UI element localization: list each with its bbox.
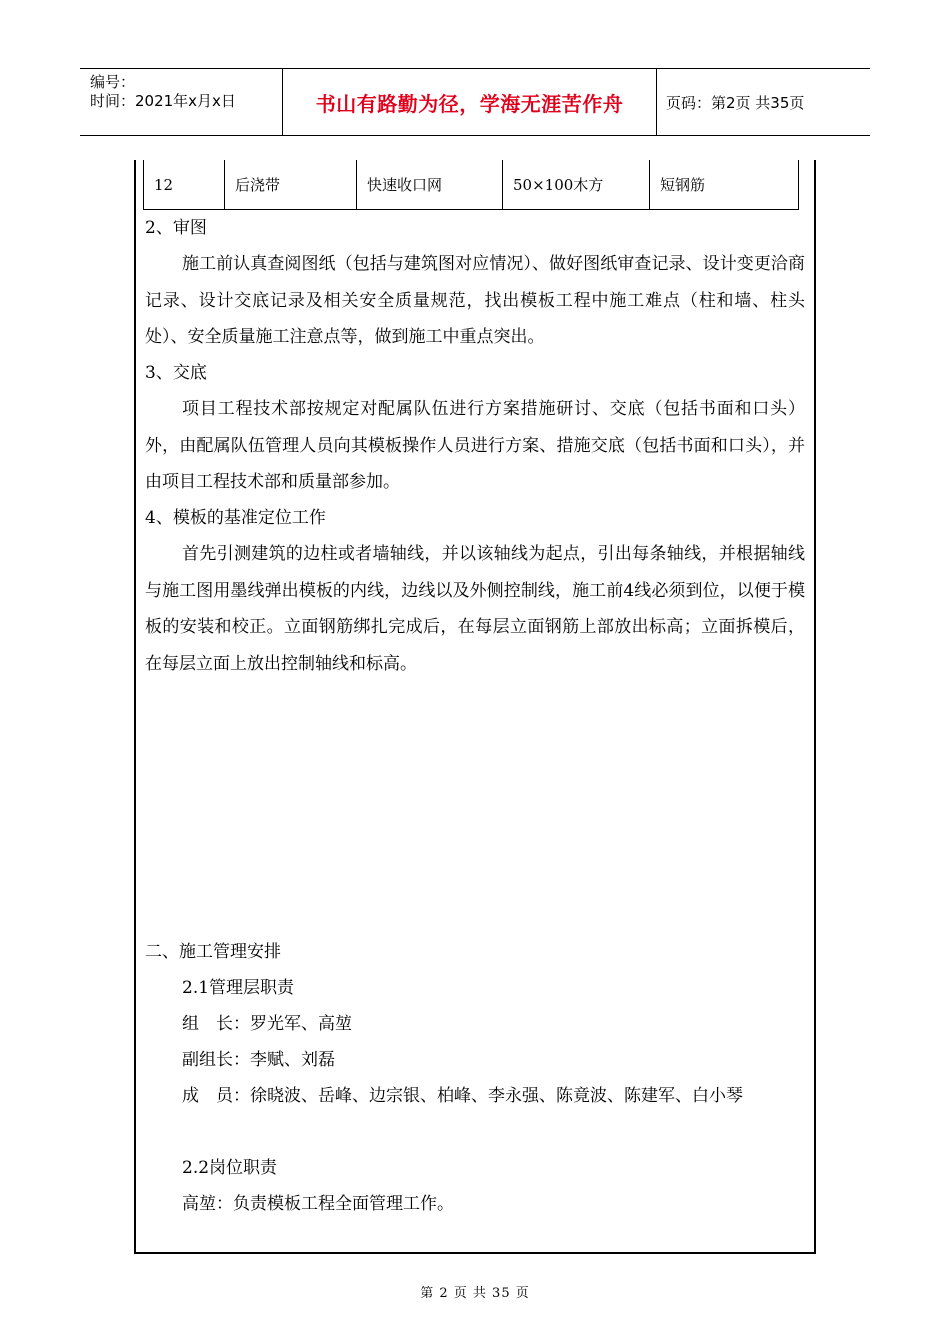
leader-line: 组 长：罗光军、高堃 [182, 1014, 352, 1034]
duty-line: 高堃：负责模板工程全面管理工作。 [182, 1194, 454, 1214]
time-label: 时间：2021年x月x日 [90, 92, 236, 110]
paragraph-handover: 项目工程技术部按规定对配属队伍进行方案措施研讨、交底（包括书面和口头）外，由配属队伍管理人员向其模板操作人员进行方案、措施交底（包括书面和口头），并由项目工程技术部和质量部参加。 [145, 399, 805, 492]
materials-table [143, 160, 799, 210]
table-cell: 后浇带 [225, 160, 357, 210]
table-cell: 快速收口网 [357, 160, 503, 210]
header-page-info: 页码：第2页 共35页 [666, 93, 805, 112]
header-motto: 书山有路勤为径，学海无涯苦作舟 [283, 69, 657, 135]
page-footer: 第 2 页 共 35 页 [420, 1286, 530, 1301]
vice-leader-line: 副组长：李赋、刘磊 [182, 1050, 335, 1070]
number-label: 编号： [90, 73, 136, 91]
table-cell: 50×100木方 [503, 160, 650, 210]
table-cell: 短钢筋 [650, 160, 799, 210]
table-row [144, 160, 799, 210]
paragraph-review: 施工前认真查阅图纸（包括与建筑图对应情况）、做好图纸审查记录、设计变更洽商记录、设计交底记录及相关安全质量规范，找出模板工程中施工难点（柱和墙、柱头处）、安全质量施工注意点等，做到施工中重点突出。 [145, 254, 805, 347]
paragraph-positioning: 首先引测建筑的边柱或者墙轴线，并以该轴线为起点，引出每条轴线，并根据轴线与施工图用墨线弹出模板的内线，边线以及外侧控制线，施工前4线必须到位，以便于模板的安装和校正。立面钢筋绑扎完成后，在每层立面钢筋上部放出标高；立面拆模后，在每层立面上放出控制轴线和标高。 [145, 544, 805, 674]
subheading-mgmt-duties: 2.1管理层职责 [182, 978, 295, 998]
section-heading-positioning: 4、模板的基准定位工作 [145, 508, 326, 528]
table-cell: 12 [144, 160, 225, 210]
subheading-post-duties: 2.2岗位职责 [182, 1158, 278, 1178]
members-line: 成 员：徐晓波、岳峰、边宗银、柏峰、李永强、陈竟波、陈建军、白小琴 [182, 1086, 743, 1106]
page-header [80, 68, 870, 136]
section-heading-management: 二、施工管理安排 [145, 942, 281, 962]
section-heading-review: 2、审图 [145, 218, 207, 238]
section-heading-handover: 3、交底 [145, 363, 207, 383]
header-meta [80, 69, 283, 135]
